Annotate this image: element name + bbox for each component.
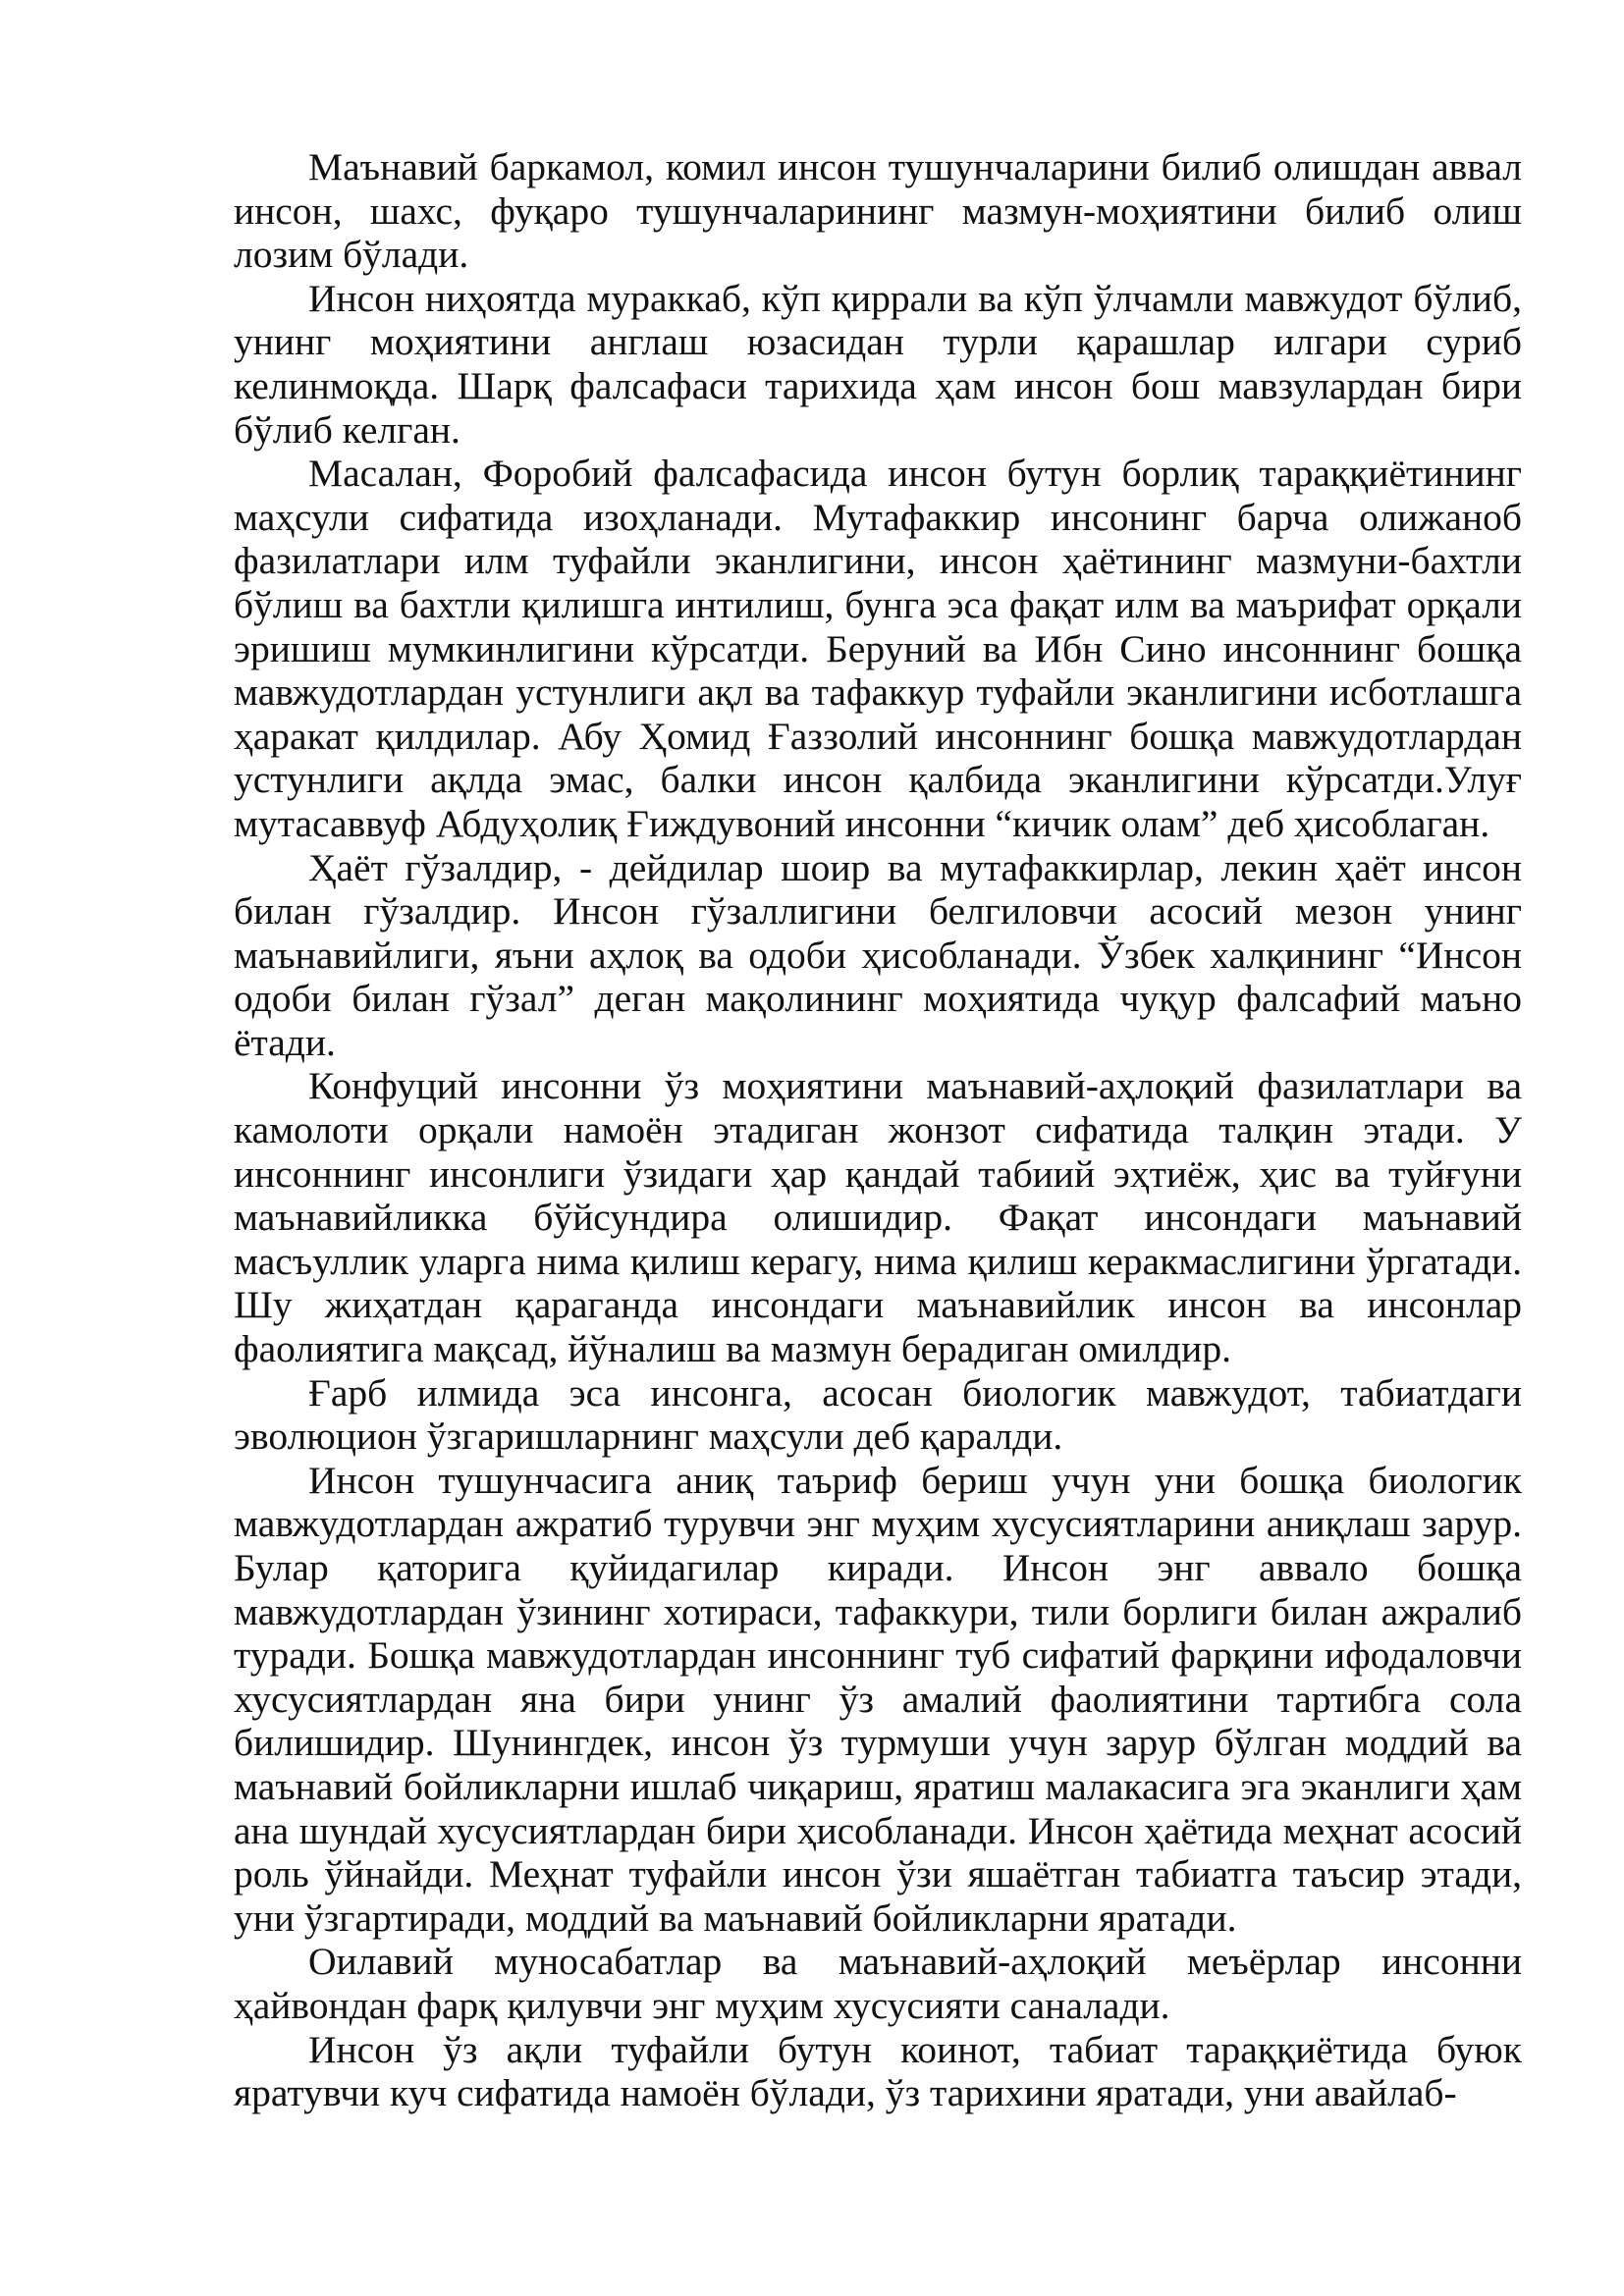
paragraph: Инсон ўз ақли туфайли бутун коинот, табиат тараққиётида буюк яратувчи куч сифатида намоён бўлади, ўз тарихини яратади, уни авайлаб- [234, 2027, 1522, 2115]
paragraph: Оилавий муносабатлар ва маънавий-аҳлоқий меъёрлар инсонни ҳайвондан фарқ қилувчи энг муҳим хусусияти саналади. [234, 1940, 1522, 2027]
paragraph: Инсон тушунчасига аниқ таъриф бериш учун уни бошқа биологик мавжудотлардан ажратиб турувчи энг муҳим хусусиятларини аниқлаш зарур. Булар қаторига қуйидагилар киради. Инсон энг аввало бошқа мавжудотлардан ўзининг хотираси, тафаккури, тили борлиги билан ажралиб туради. Бошқа мавжудотлардан инсоннинг туб сифатий фарқини ифодаловчи хусусиятлардан яна бири унинг ўз амалий фаолиятини тартибга сола билишидир. Шунингдек, инсон ўз турмуши учун зарур бўлган моддий ва маънавий бойликларни ишлаб чиқариш, яратиш малакасига эга эканлиги ҳам ана шундай хусусиятлардан бири ҳисобланади. Инсон ҳаётида меҳнат асосий роль ўйнайди. Меҳнат туфайли инсон ўзи яшаётган табиатга таъсир этади, уни ўзгартиради, моддий ва маънавий бойликларни яратади. [234, 1458, 1522, 1940]
paragraph: Масалан, Форобий фалсафасида инсон бутун борлиқ тараққиётининг маҳсули сифатида изоҳланади. Мутафаккир инсонинг барча олижаноб фазилатлари илм туфайли эканлигини, инсон ҳаётининг мазмуни-бахтли бўлиш ва бахтли қилишга интилиш, бунга эса фақат илм ва маърифат орқали эришиш мумкинлигини кўрсатди. Беруний ва Ибн Сино инсоннинг бошқа мавжудотлардан устунлиги ақл ва тафаккур туфайли эканлигини исботлашга ҳаракат қилдилар. Абу Ҳомид Ғаззолий инсоннинг бошқа мавжудотлардан устунлиги ақлда эмас, балки инсон қалбида эканлигини кўрсатди.Улуғ мутасаввуф Абдуҳолиқ Ғиждувоний инсонни “кичик олам” деб ҳисоблаган. [234, 452, 1522, 845]
paragraph: Маънавий баркамол, комил инсон тушунчаларини билиб олишдан аввал инсон, шахс, фуқаро тушунчаларининг мазмун-моҳиятини билиб олиш лозим бўлади. [234, 145, 1522, 277]
paragraph: Ҳаёт гўзалдир, - дейдилар шоир ва мутафаккирлар, лекин ҳаёт инсон билан гўзалдир. Инсон гўзаллигини белгиловчи асосий мезон унинг маънавийлиги, яъни аҳлоқ ва одоби ҳисобланади. Ўзбек халқининг “Инсон одоби билан гўзал” деган мақолининг моҳиятида чуқур фалсафий маъно ётади. [234, 845, 1522, 1064]
paragraph: Конфуций инсонни ўз моҳиятини маънавий-аҳлоқий фазилатлари ва камолоти орқали намоён этадиган жонзот сифатида талқин этади. У инсоннинг инсонлиги ўзидаги ҳар қандай табиий эҳтиёж, ҳис ва туйғуни маънавийликка бўйсундира олишидир. Фақат инсондаги маънавий масъуллик уларга нима қилиш керагу, нима қилиш керакмаслигини ўргатади. Шу жиҳатдан қараганда инсондаги маънавийлик инсон ва инсонлар фаолиятига мақсад, йўналиш ва мазмун берадиган омилдир. [234, 1064, 1522, 1371]
paragraph: Инсон ниҳоятда мураккаб, кўп қиррали ва кўп ўлчамли мавжудот бўлиб, унинг моҳиятини англаш юзасидан турли қарашлар илгари суриб келинмоқда. Шарқ фалсафаси тарихида ҳам инсон бош мавзулардан бири бўлиб келган. [234, 276, 1522, 452]
paragraph: Ғарб илмида эса инсонга, асосан биологик мавжудот, табиатдаги эволюцион ўзгаришларнинг маҳсули деб қаралди. [234, 1370, 1522, 1459]
document-page [234, 145, 1522, 2115]
